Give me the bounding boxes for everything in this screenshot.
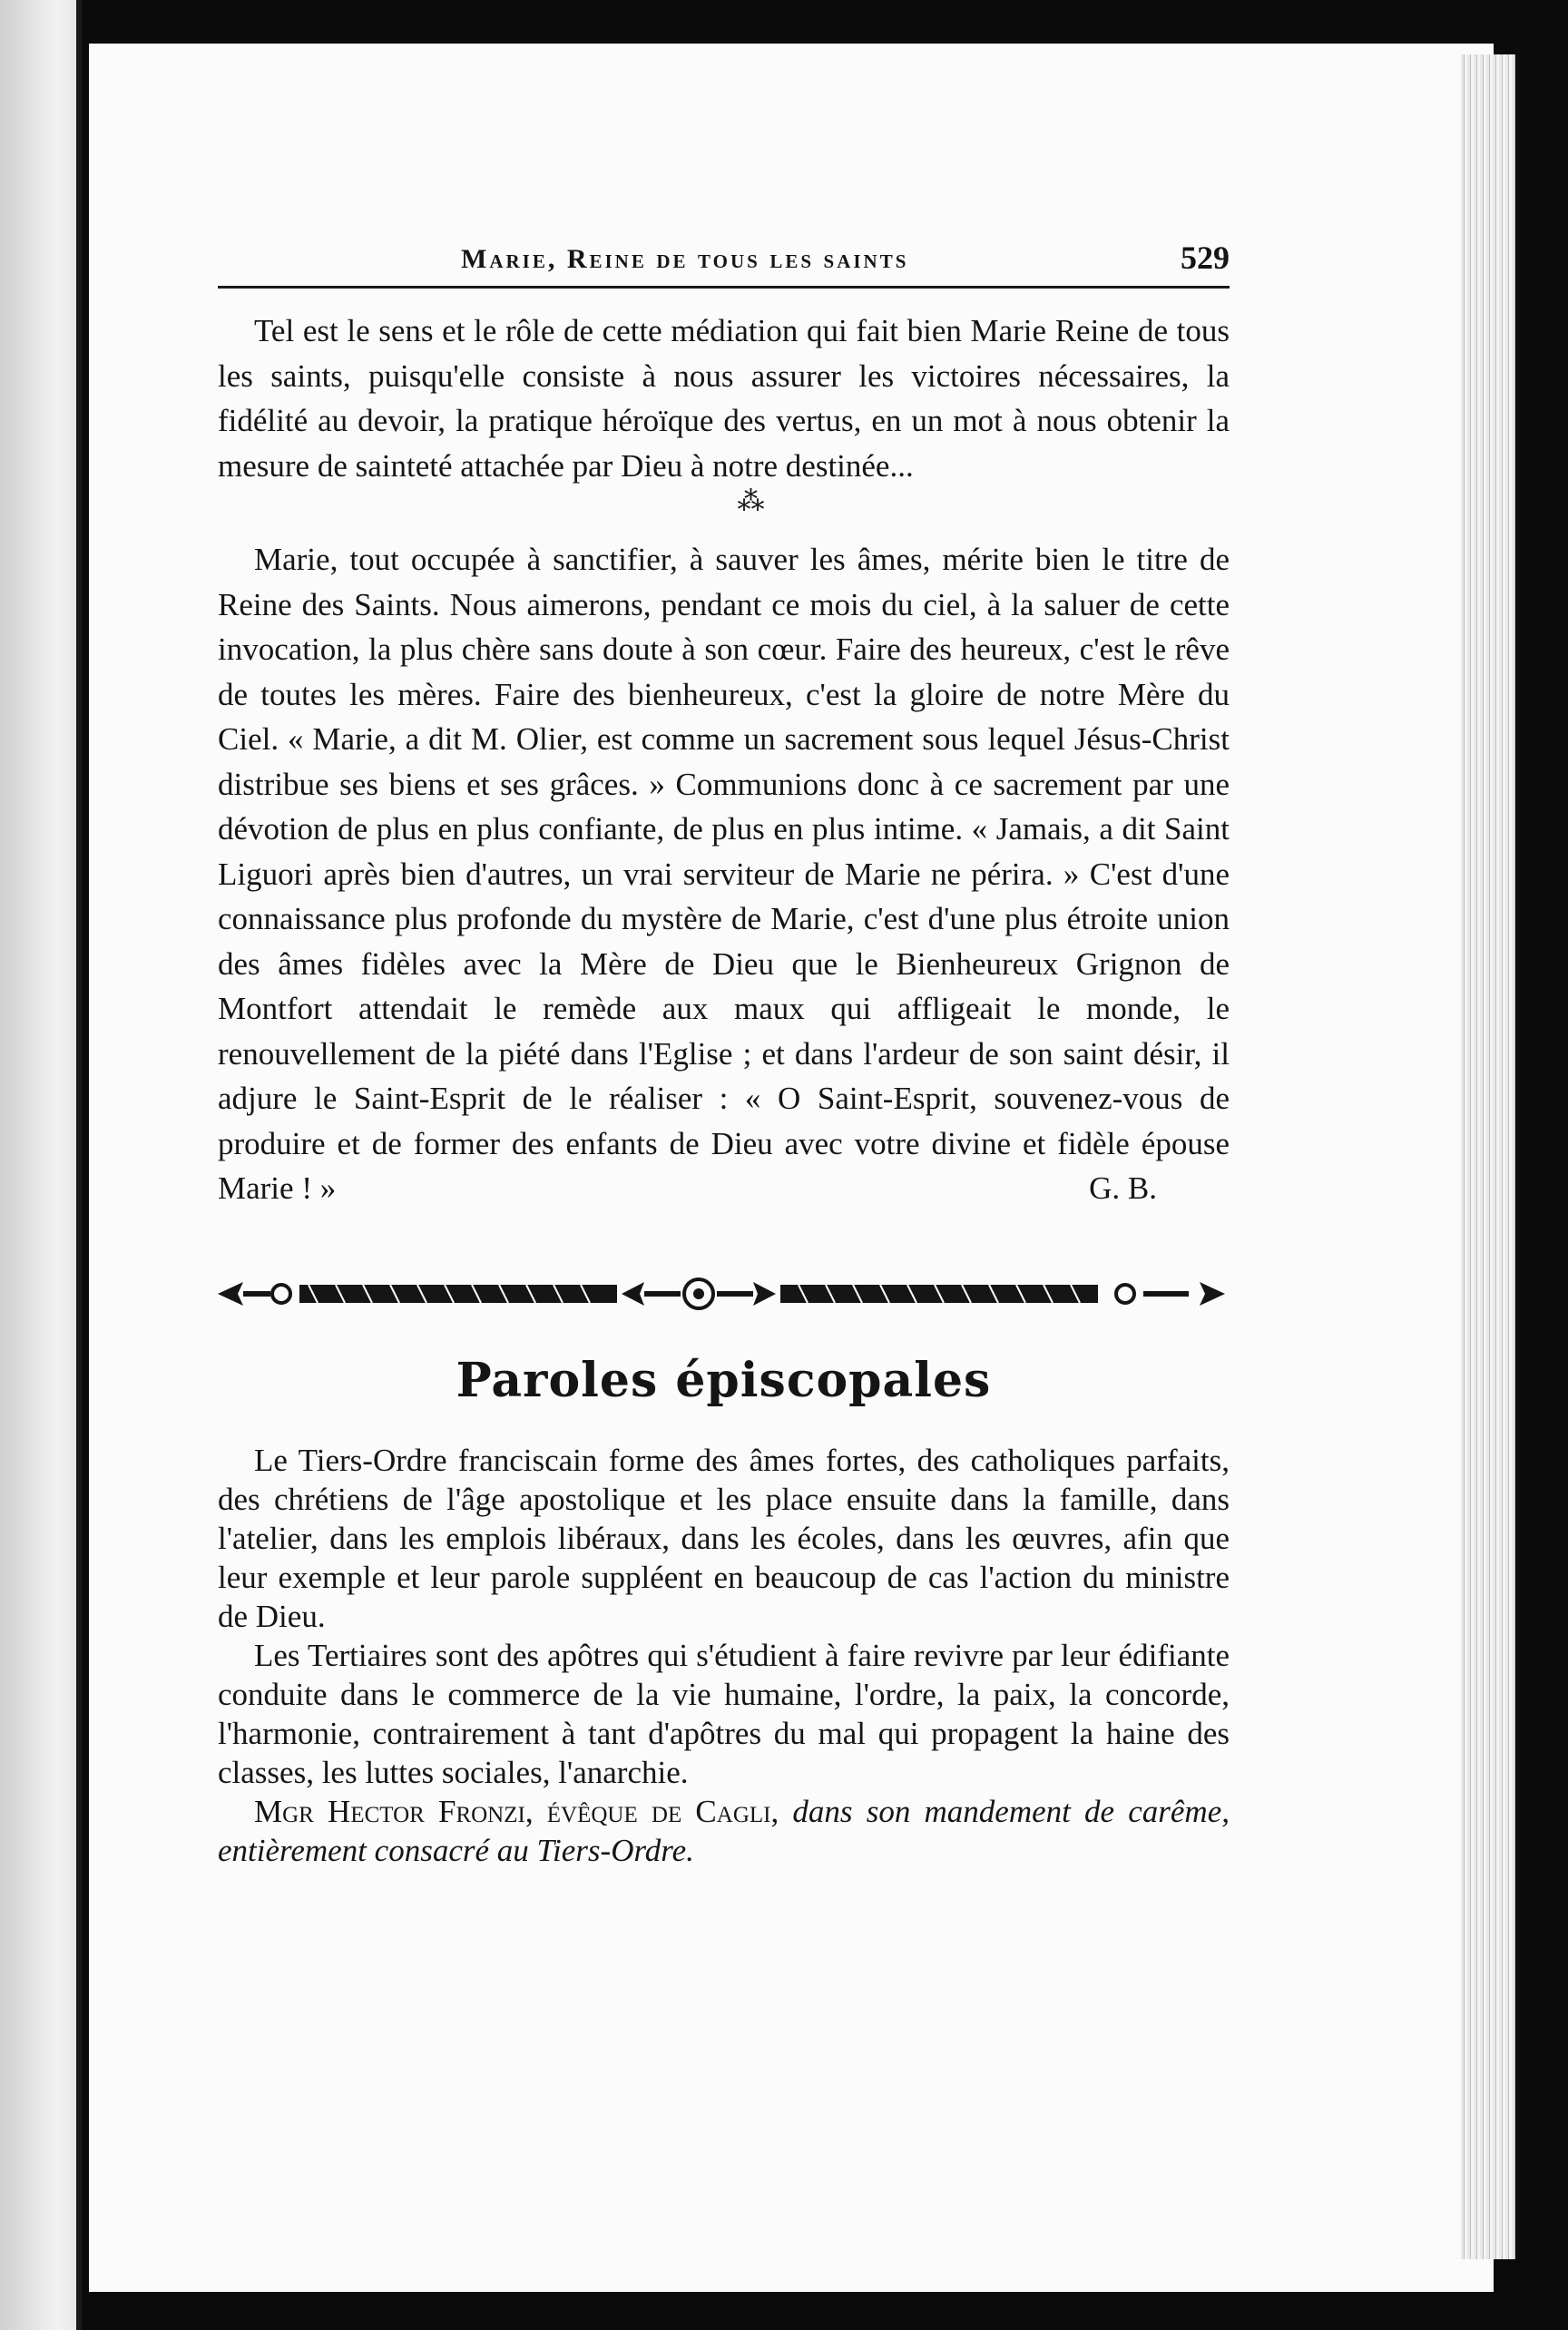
- credit-source: dans son mandement de carême, entièrement consacré au Tiers-Ordre.: [218, 1793, 1230, 1868]
- page-stack-edges: [1461, 54, 1515, 2259]
- facing-page-edge: [0, 0, 82, 2330]
- page-number: 529: [1181, 240, 1230, 276]
- running-head: [218, 231, 1230, 289]
- section-paragraph-1: Le Tiers-Ordre franciscain forme des âmes fortes, des catholiques parfaits, des chrétiens de l'âge apostolique et les place ensuite dans la famille, dans l'atelier, dans les emplois libéraux, dans les écoles, dans les œuvres, afin que leur exemple et leur parole suppléent en beaucoup de cas l'action du ministre de Dieu.: [218, 1442, 1230, 1634]
- credit-author: Mgr Hector Fronzi, évêque de Cagli,: [254, 1793, 779, 1829]
- asterism-divider: ⁂: [737, 486, 765, 516]
- article-paragraph-2: Marie, tout occupée à sanctifier, à sauver les âmes, mérite bien le titre de Reine des Saints. Nous aimerons, pendant ce mois du ciel, à la saluer de cette invocation, la plus chère sans doute à son cœur. Faire des heureux, c'est le rêve de toutes les mères. Faire des bienheureux, c'est la gloire de notre Mère du Ciel. « Marie, a dit M. Olier, est comme un sacrement sous lequel Jésus-Christ distribue ses biens et ses grâces. » Communions donc à ce sacrement par une dévotion de plus en plus confiante, de plus en plus intime. « Jamais, a dit Saint Liguori après bien d'autres, un vrai serviteur de Marie ne périra. » C'est d'une connaissance plus profonde du mystère de Marie, c'est d'une plus étroite union des âmes fidèles avec la Mère de Dieu que le Bienheureux Grignon de Montfort attendait le remède aux maux qui affligeait le monde, le renouvellement de la piété dans l'Eglise ; et dans l'ardeur de son saint désir, il adjure le Saint-Esprit de le réaliser : « O Saint-Esprit, souvenez-vous de produire et de former des enfants de Dieu avec votre divine et fidèle épouse Marie ! »: [218, 542, 1230, 1206]
- section-heading: Paroles épiscopales: [456, 1352, 992, 1408]
- hatched-bar-left: [299, 1285, 617, 1303]
- page-content: [218, 231, 1230, 1870]
- section-paragraph-2: Les Tertiaires sont des apôtres qui s'étudient à faire revivre par leur édifiante conduite dans le commerce de la vie humaine, l'ordre, la paix, la concorde, l'harmonie, contrairement à tant d'apôtres du mal qui propagent la haine des classes, les luttes sociales, l'anarchie.: [218, 1637, 1230, 1790]
- article-paragraph-1: Tel est le sens et le rôle de cette médiation qui fait bien Marie Reine de tous les saints, puisqu'elle consiste à nous assurer les victoires nécessaires, la fidélité au devoir, la pratique héroïque des vertus, en un mot à nous obtenir la mesure de sainteté attachée par Dieu à notre destinée...: [218, 313, 1230, 484]
- article-signature: G. B.: [1089, 1170, 1157, 1206]
- arrow-head-right-icon: [1200, 1282, 1225, 1306]
- episcopal-credit: [218, 1792, 1230, 1870]
- ornamental-rule: [218, 1271, 1225, 1317]
- running-title: Marie, Reine de tous les saints: [461, 244, 909, 274]
- arrow-head-left-icon: [218, 1282, 243, 1306]
